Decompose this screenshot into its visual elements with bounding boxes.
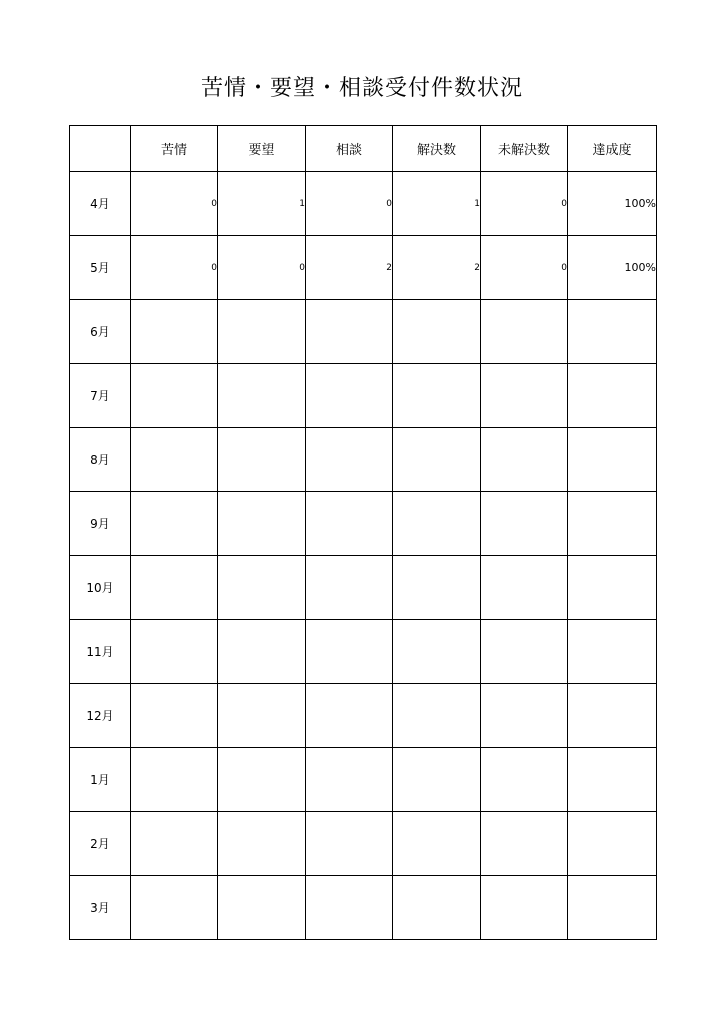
month-label: 12月 — [70, 684, 131, 748]
cell-resolved — [393, 620, 481, 684]
table-row — [70, 492, 657, 556]
cell-consultation — [306, 300, 393, 364]
cell-complaint — [131, 364, 218, 428]
cell-achievement — [568, 684, 657, 748]
cell-achievement — [568, 812, 657, 876]
month-label: 7月 — [70, 364, 131, 428]
cell-consultation — [306, 428, 393, 492]
header-cell-request: 要望 — [218, 126, 306, 172]
cell-consultation — [306, 620, 393, 684]
cell-complaint — [131, 556, 218, 620]
cell-resolved: 2 — [393, 236, 481, 300]
cell-request — [218, 364, 306, 428]
cell-unresolved — [481, 364, 568, 428]
table-row — [70, 300, 657, 364]
table-body — [70, 172, 657, 940]
month-label: 4月 — [70, 172, 131, 236]
table-row — [70, 876, 657, 940]
month-label: 2月 — [70, 812, 131, 876]
header-cell-achievement: 達成度 — [568, 126, 657, 172]
month-label: 9月 — [70, 492, 131, 556]
month-label: 1月 — [70, 748, 131, 812]
cell-achievement — [568, 428, 657, 492]
cell-achievement — [568, 364, 657, 428]
cell-achievement — [568, 876, 657, 940]
table-row — [70, 748, 657, 812]
header-cell-corner — [70, 126, 131, 172]
cell-unresolved — [481, 684, 568, 748]
table-row — [70, 364, 657, 428]
cell-complaint — [131, 300, 218, 364]
cell-achievement — [568, 300, 657, 364]
cell-consultation — [306, 364, 393, 428]
cell-request — [218, 876, 306, 940]
month-label: 3月 — [70, 876, 131, 940]
cell-achievement: 100% — [568, 172, 657, 236]
cell-unresolved — [481, 748, 568, 812]
cell-unresolved: 0 — [481, 236, 568, 300]
header-cell-unresolved: 未解決数 — [481, 126, 568, 172]
month-label: 11月 — [70, 620, 131, 684]
table-row — [70, 684, 657, 748]
cell-complaint — [131, 492, 218, 556]
table-row — [70, 620, 657, 684]
cell-request — [218, 556, 306, 620]
cell-resolved — [393, 300, 481, 364]
month-label: 8月 — [70, 428, 131, 492]
cell-achievement — [568, 556, 657, 620]
cell-request — [218, 748, 306, 812]
cell-request — [218, 300, 306, 364]
cell-unresolved — [481, 812, 568, 876]
cell-complaint — [131, 684, 218, 748]
header-cell-consultation: 相談 — [306, 126, 393, 172]
cell-achievement — [568, 748, 657, 812]
cell-complaint — [131, 812, 218, 876]
inquiry-count-table — [69, 125, 657, 940]
cell-unresolved — [481, 300, 568, 364]
cell-request — [218, 684, 306, 748]
cell-unresolved — [481, 556, 568, 620]
cell-consultation: 0 — [306, 172, 393, 236]
cell-achievement — [568, 620, 657, 684]
header-row — [70, 126, 657, 172]
cell-consultation — [306, 812, 393, 876]
cell-achievement: 100% — [568, 236, 657, 300]
table-row — [70, 812, 657, 876]
cell-request — [218, 620, 306, 684]
cell-consultation — [306, 684, 393, 748]
cell-complaint: 0 — [131, 172, 218, 236]
cell-consultation — [306, 556, 393, 620]
cell-resolved — [393, 812, 481, 876]
cell-unresolved — [481, 428, 568, 492]
cell-unresolved — [481, 620, 568, 684]
cell-request: 0 — [218, 236, 306, 300]
cell-resolved: 1 — [393, 172, 481, 236]
cell-achievement — [568, 492, 657, 556]
month-label: 10月 — [70, 556, 131, 620]
header-cell-resolved: 解決数 — [393, 126, 481, 172]
cell-resolved — [393, 492, 481, 556]
cell-complaint — [131, 748, 218, 812]
cell-resolved — [393, 876, 481, 940]
cell-consultation — [306, 492, 393, 556]
cell-request — [218, 812, 306, 876]
month-label: 5月 — [70, 236, 131, 300]
cell-complaint — [131, 428, 218, 492]
cell-complaint — [131, 620, 218, 684]
cell-consultation — [306, 876, 393, 940]
cell-request — [218, 492, 306, 556]
header-cell-complaint: 苦情 — [131, 126, 218, 172]
cell-resolved — [393, 556, 481, 620]
cell-complaint — [131, 876, 218, 940]
table-row — [70, 236, 657, 300]
cell-unresolved — [481, 876, 568, 940]
cell-complaint: 0 — [131, 236, 218, 300]
cell-resolved — [393, 684, 481, 748]
cell-consultation: 2 — [306, 236, 393, 300]
table-row — [70, 556, 657, 620]
cell-resolved — [393, 428, 481, 492]
table-row — [70, 428, 657, 492]
cell-request: 1 — [218, 172, 306, 236]
cell-unresolved: 0 — [481, 172, 568, 236]
cell-unresolved — [481, 492, 568, 556]
table-header — [70, 126, 657, 172]
cell-resolved — [393, 364, 481, 428]
cell-request — [218, 428, 306, 492]
page-title: 苦情・要望・相談受付件数状況 — [200, 76, 523, 101]
cell-resolved — [393, 748, 481, 812]
cell-consultation — [306, 748, 393, 812]
month-label: 6月 — [70, 300, 131, 364]
table-row — [70, 172, 657, 236]
